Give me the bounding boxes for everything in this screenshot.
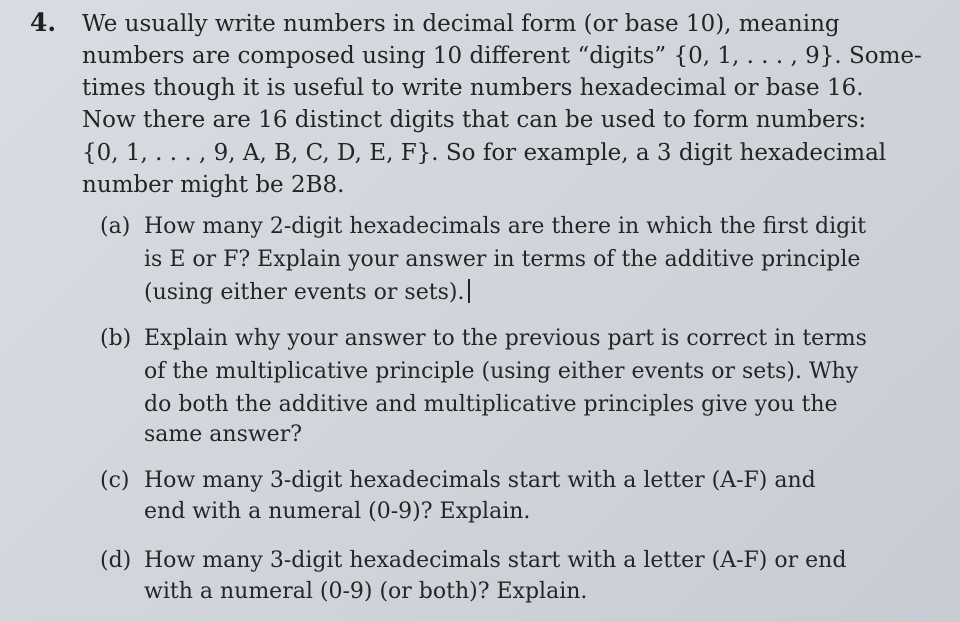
- part-b-line: Explain why your answer to the previous part is correct in terms: [144, 326, 867, 351]
- part-b-line: do both the additive and multiplicative principles give you the: [144, 392, 838, 417]
- part-b-line: same answer?: [144, 422, 303, 447]
- part-c-label: (c): [100, 468, 130, 493]
- part-a-line-text: (using either events or sets).: [144, 280, 465, 305]
- part-a-line: [144, 278, 470, 308]
- part-a-label: (a): [100, 214, 131, 239]
- part-b-line: of the multiplicative principle (using either events or sets). Why: [144, 359, 859, 384]
- text-cursor: [468, 279, 470, 303]
- intro-line: number might be 2B8.: [82, 172, 345, 198]
- problem-number: 4.: [30, 8, 57, 37]
- intro-line: numbers are composed using 10 different “digits” {0, 1, . . . , 9}. Some-: [82, 43, 922, 69]
- part-a-line: is E or F? Explain your answer in terms of the additive principle: [144, 247, 861, 272]
- part-c-line: end with a numeral (0-9)? Explain.: [144, 499, 531, 524]
- part-d-label: (d): [100, 548, 132, 573]
- part-d-line: with a numeral (0-9) (or both)? Explain.: [144, 579, 588, 604]
- intro-line: times though it is useful to write numbers hexadecimal or base 16.: [82, 75, 864, 101]
- part-b-label: (b): [100, 326, 132, 351]
- part-d-line: How many 3-digit hexadecimals start with a letter (A-F) or end: [144, 548, 847, 573]
- part-c-line: How many 3-digit hexadecimals start with a letter (A-F) and: [144, 468, 816, 493]
- part-a-line: How many 2-digit hexadecimals are there in which the first digit: [144, 214, 867, 239]
- intro-line: We usually write numbers in decimal form (or base 10), meaning: [82, 11, 840, 37]
- intro-line: Now there are 16 distinct digits that can be used to form numbers:: [82, 107, 867, 133]
- intro-line: {0, 1, . . . , 9, A, B, C, D, E, F}. So for example, a 3 digit hexadecimal: [82, 140, 887, 166]
